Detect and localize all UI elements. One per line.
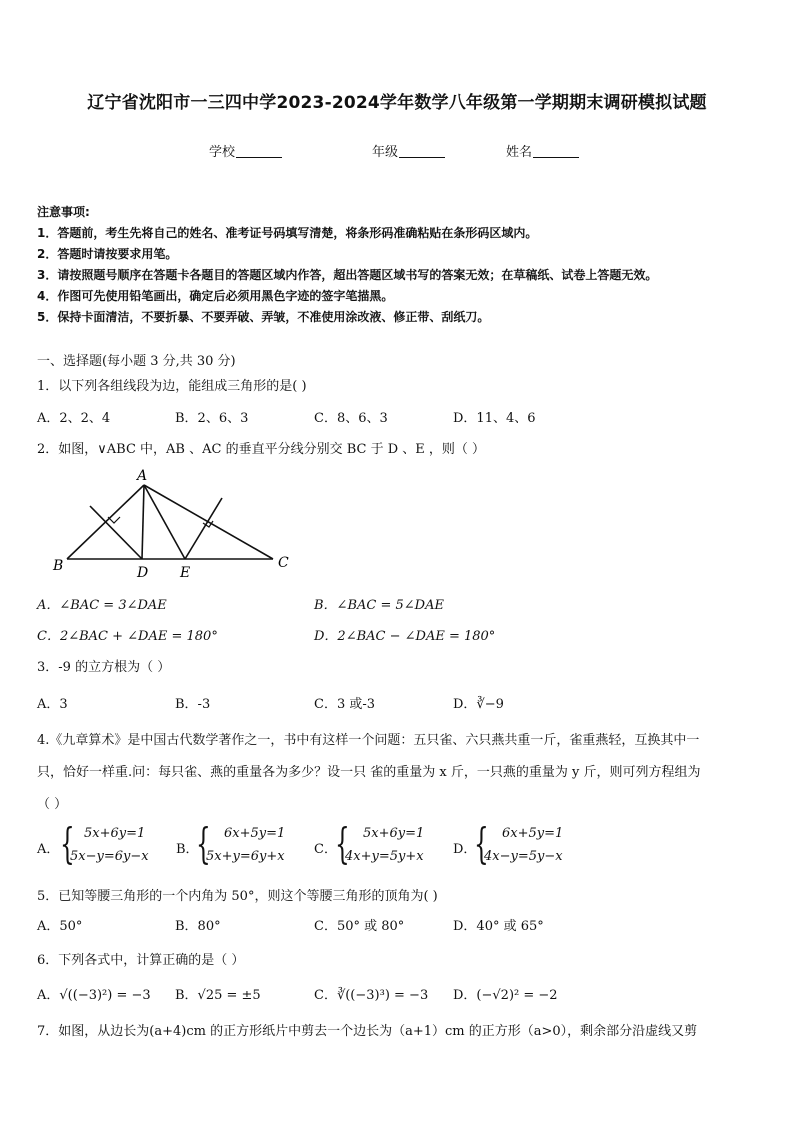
- grade-field: [372, 141, 445, 160]
- q1-option-b[interactable]: B．2、6、3: [175, 411, 249, 426]
- q4-option-b[interactable]: [196, 819, 306, 870]
- label-b: B: [53, 558, 64, 574]
- question-3-stem: 3．-9 的立方根为（ ）: [37, 660, 171, 675]
- school-field: [209, 141, 282, 160]
- note-item: 5．保持卡面清洁，不要折暴、不要弄破、弄皱，不准使用涂改液、修正带、刮纸刀。: [37, 310, 490, 324]
- label-c: C: [278, 555, 289, 571]
- q1-option-a[interactable]: A．2、2、4: [37, 411, 111, 426]
- equation: 6x+5y=1: [502, 826, 564, 841]
- q4-option-a-label[interactable]: A．: [37, 842, 60, 857]
- q2-option-c[interactable]: C．2∠BAC + ∠DAE = 180°: [37, 629, 218, 644]
- q4-option-b-label[interactable]: B．: [176, 842, 199, 857]
- equation: 5x+y=6y+x: [206, 849, 285, 864]
- label-d: D: [137, 565, 149, 581]
- note-item: 1．答题前，考生先将自己的姓名、准考证号码填写清楚，将条形码准确粘贴在条形码区域内。: [37, 226, 538, 240]
- grade-blank[interactable]: [399, 145, 445, 158]
- name-field: [506, 141, 579, 160]
- question-1-stem: 1．以下列各组线段为边，能组成三角形的是( ): [37, 379, 307, 394]
- q4-option-c[interactable]: [335, 819, 445, 870]
- question-5-stem: 5．已知等腰三角形的一个内角为 50°，则这个等腰三角形的顶角为( ): [37, 889, 438, 904]
- name-blank[interactable]: [533, 145, 579, 158]
- label-a: A: [137, 468, 148, 484]
- q2-option-b[interactable]: B．∠BAC = 5∠DAE: [314, 598, 444, 613]
- question-4-stem-line1: 4.《九章算术》是中国古代数学著作之一，书中有这样一个问题：五只雀、六只燕共重一斤，雀重燕轻，互换其中一: [37, 733, 700, 748]
- perp-bisector-ac: [185, 498, 222, 559]
- school-label: 学校: [209, 145, 236, 160]
- q5-option-c[interactable]: C．50° 或 80°: [314, 919, 405, 934]
- section-heading: 一、选择题(每小题 3 分,共 30 分): [37, 354, 236, 369]
- q4-option-d[interactable]: [474, 819, 594, 870]
- q4-option-d-label[interactable]: D．: [453, 842, 477, 857]
- question-4-stem-line3: （ ）: [37, 797, 68, 812]
- brace-icon: {: [335, 819, 350, 868]
- brace-icon: {: [196, 819, 211, 868]
- q6-option-c[interactable]: C．∛((−3)³) = −3: [314, 988, 429, 1003]
- question-4-stem-line2: 只，恰好一样重.问：每只雀、燕的重量各为多少？设一只 雀的重量为 x 斤，一只燕的重量为 y 斤，则可列方程组为: [37, 765, 701, 780]
- q3-option-d[interactable]: D．∛−9: [453, 697, 504, 712]
- equation: 5x−y=6y−x: [70, 849, 149, 864]
- segment-ad: [142, 485, 144, 559]
- page-title: 辽宁省沈阳市一三四中学2023-2024学年数学八年级第一学期期末调研模拟试题: [87, 93, 707, 113]
- equation: 5x+6y=1: [84, 826, 146, 841]
- q5-option-d[interactable]: D．40° 或 65°: [453, 919, 544, 934]
- q4-option-a[interactable]: [60, 819, 170, 870]
- equation: 4x−y=5y−x: [484, 849, 563, 864]
- perp-bisector-ab: [90, 506, 142, 559]
- q3-option-a[interactable]: A．3: [37, 697, 68, 712]
- q2-option-d[interactable]: D．2∠BAC − ∠DAE = 180°: [314, 629, 496, 644]
- brace-icon: {: [60, 819, 75, 868]
- q2-option-a[interactable]: A．∠BAC = 3∠DAE: [37, 598, 167, 613]
- note-item: 3．请按照题号顺序在答题卡各题目的答题区域内作答，超出答题区域书写的答案无效；在草稿纸、试卷上答题无效。: [37, 268, 658, 282]
- q5-option-b[interactable]: B．80°: [175, 919, 221, 934]
- q6-option-a[interactable]: A．√((−3)²) = −3: [37, 988, 151, 1003]
- name-label: 姓名: [506, 145, 533, 160]
- q1-option-c[interactable]: C．8、6、3: [314, 411, 388, 426]
- equation: 4x+y=5y+x: [345, 849, 424, 864]
- question-6-stem: 6．下列各式中，计算正确的是（ ）: [37, 953, 245, 968]
- school-blank[interactable]: [236, 145, 282, 158]
- question-7-stem: 7．如图，从边长为(a+4)cm 的正方形纸片中剪去一个边长为（a+1）cm 的正方形（a>0），剩余部分沿虚线又剪: [37, 1024, 698, 1039]
- q5-option-a[interactable]: A．50°: [37, 919, 83, 934]
- q1-option-d[interactable]: D．11、4、6: [453, 411, 536, 426]
- q6-option-b[interactable]: B．√25 = ±5: [175, 988, 261, 1003]
- note-item: 4．作图可先使用铅笔画出，确定后必须用黑色字迹的签字笔描黑。: [37, 289, 394, 303]
- equation: 5x+6y=1: [363, 826, 425, 841]
- segment-ac: [144, 485, 273, 559]
- label-e: E: [180, 565, 191, 581]
- note-item: 2．答题时请按要求用笔。: [37, 247, 178, 261]
- triangle-figure: [45, 463, 305, 581]
- grade-label: 年级: [372, 145, 399, 160]
- q3-option-b[interactable]: B．-3: [175, 697, 211, 712]
- q3-option-c[interactable]: C．3 或-3: [314, 697, 376, 712]
- equation: 6x+5y=1: [224, 826, 286, 841]
- question-2-stem: 2．如图，∨ABC 中，AB 、AC 的垂直平分线分别交 BC 于 D 、E ，则（ ）: [37, 442, 486, 457]
- brace-icon: {: [474, 819, 489, 868]
- q6-option-d[interactable]: D．(−√2)² = −2: [453, 988, 558, 1003]
- q4-option-c-label[interactable]: C．: [314, 842, 337, 857]
- notes-heading: 注意事项:: [37, 205, 90, 219]
